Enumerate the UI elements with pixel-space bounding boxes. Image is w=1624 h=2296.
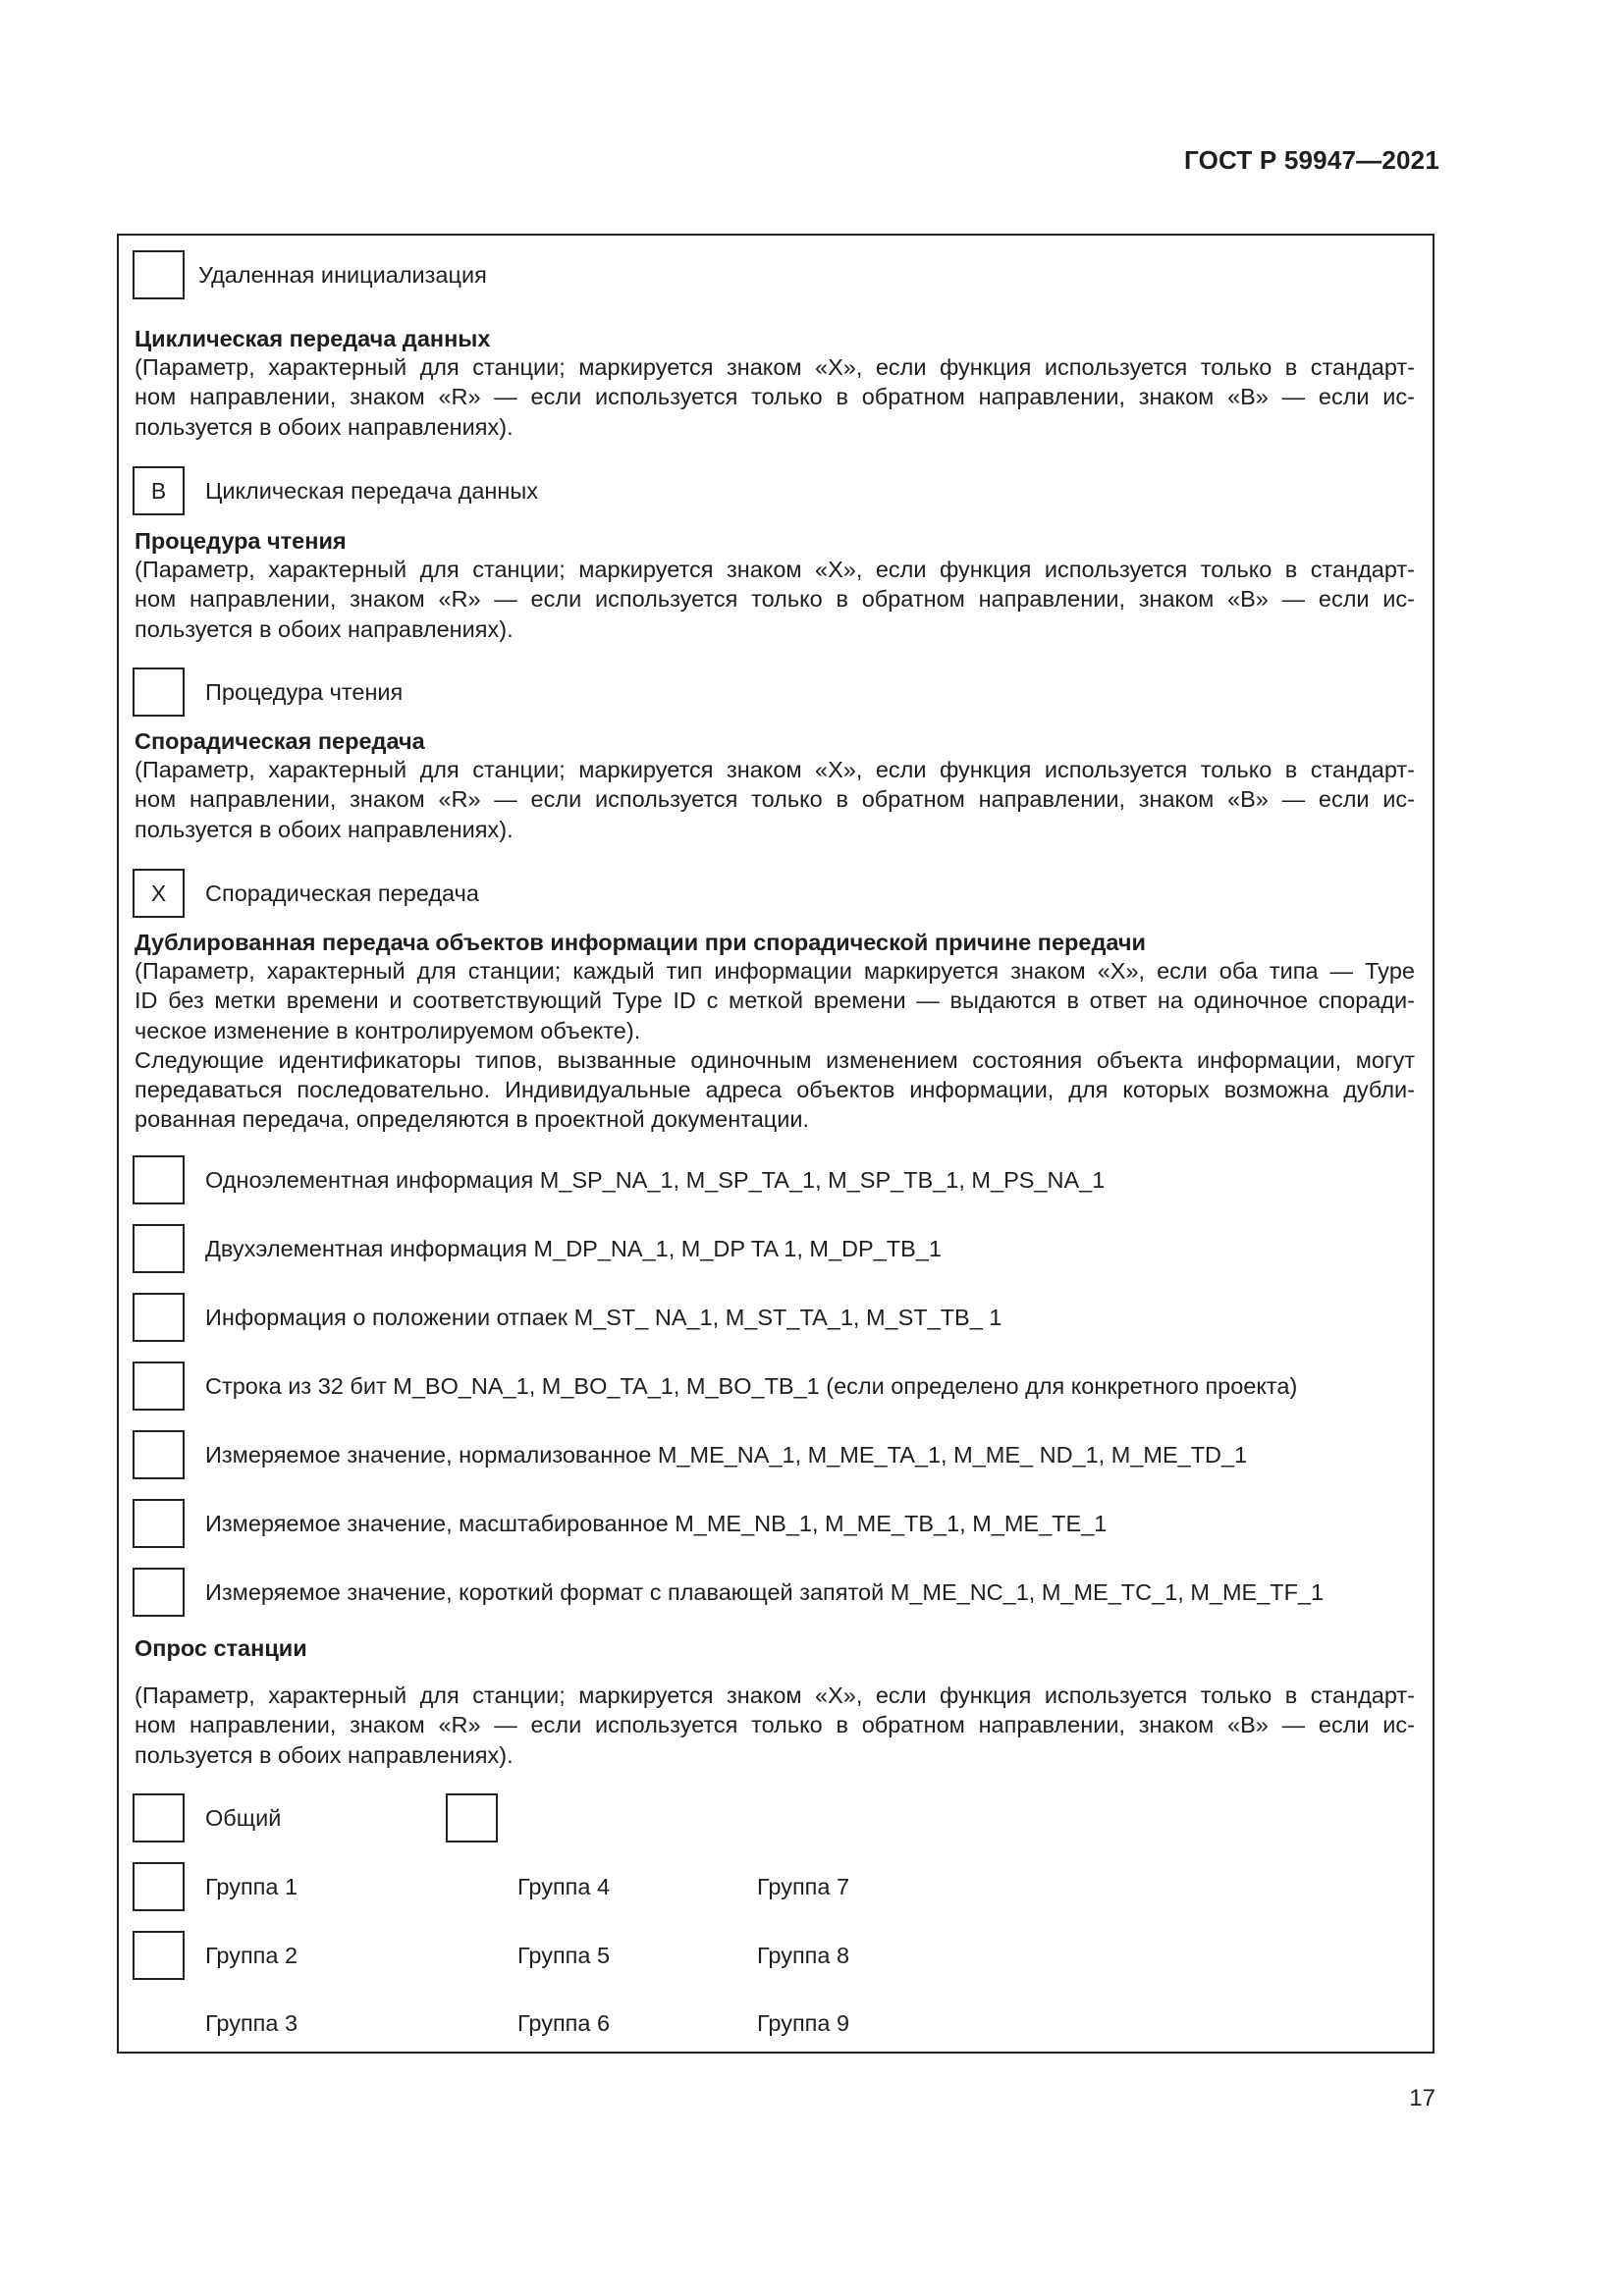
group-label: Группа 8 bbox=[757, 1943, 850, 1968]
interrogation-description bbox=[135, 1681, 1415, 1770]
desc-line: пользуется в обоих направлениях). bbox=[135, 816, 514, 842]
cyclic-label: Циклическая передача данных bbox=[205, 478, 538, 504]
general-interrogation-label: Общий bbox=[205, 1805, 282, 1831]
general-interrogation-checkbox[interactable] bbox=[133, 1793, 185, 1842]
desc-line: (Параметр, характерный для станции; маркируется знаком «X», если функция используется только в стандарт- bbox=[135, 757, 1415, 782]
sporadic-description bbox=[135, 755, 1415, 844]
group-checkbox[interactable] bbox=[133, 1931, 185, 1980]
read-description bbox=[135, 555, 1415, 644]
group-checkbox[interactable] bbox=[133, 1862, 185, 1911]
desc-line: передаваться последовательно. Индивидуальные адреса объектов информации, для которых возможна дубли- bbox=[135, 1077, 1415, 1103]
type-id-checkbox[interactable] bbox=[133, 1293, 185, 1342]
type-id-checkbox[interactable] bbox=[133, 1499, 185, 1548]
desc-line: пользуется в обоих направлениях). bbox=[135, 1741, 514, 1768]
desc-line: пользуется в обоих направлениях). bbox=[135, 615, 514, 642]
desc-line: ческое изменение в контролируемом объекте). bbox=[135, 1017, 641, 1043]
remote-init-checkbox[interactable] bbox=[133, 250, 185, 299]
read-checkbox[interactable] bbox=[133, 667, 185, 717]
desc-line: (Параметр, характерный для станции; маркируется знаком «X», если функция используется только в стандарт- bbox=[135, 354, 1415, 380]
group-label: Группа 5 bbox=[517, 1943, 611, 1968]
interrogation-title: Опрос станции bbox=[135, 1635, 307, 1661]
sporadic-label: Спорадическая передача bbox=[205, 881, 479, 906]
group-label: Группа 2 bbox=[205, 1943, 298, 1968]
cyclic-checkbox[interactable]: B bbox=[133, 466, 185, 515]
duplicated-description bbox=[135, 956, 1415, 1135]
type-id-label: Измеряемое значение, короткий формат с плавающей запятой M_ME_NC_1, M_ME_TC_1, M_ME_TF_1 bbox=[205, 1579, 1325, 1605]
desc-line: ID без метки времени и соответствующий Type ID с меткой времени — выдаются в ответ на одиночное споради- bbox=[135, 988, 1415, 1014]
group-label: Группа 4 bbox=[517, 1874, 611, 1899]
type-id-label: Измеряемое значение, масштабированное M_ME_NB_1, M_ME_TB_1, M_ME_TE_1 bbox=[205, 1511, 1108, 1536]
desc-line: рованная передача, определяются в проектной документации. bbox=[135, 1106, 810, 1133]
read-title: Процедура чтения bbox=[135, 528, 347, 554]
desc-line: ном направлении, знаком «R» — если используется только в обратном направлении, знаком «B» — если ис- bbox=[135, 786, 1415, 813]
sporadic-title: Спорадическая передача bbox=[135, 728, 425, 754]
type-id-checkbox[interactable] bbox=[133, 1568, 185, 1617]
desc-line: Следующие идентификаторы типов, вызванные одиночным изменением состояния объекта информации, могут bbox=[135, 1046, 1415, 1073]
type-id-checkbox[interactable] bbox=[133, 1155, 185, 1204]
group-label: Группа 1 bbox=[205, 1874, 298, 1899]
type-id-label: Измеряемое значение, нормализованное M_ME_NA_1, M_ME_TA_1, M_ME_ ND_1, M_ME_TD_1 bbox=[205, 1442, 1248, 1468]
desc-line: ном направлении, знаком «R» — если используется только в обратном направлении, знаком «B» — если ис- bbox=[135, 384, 1415, 410]
desc-line: (Параметр, характерный для станции; маркируется знаком «X», если функция используется только в стандарт- bbox=[135, 557, 1415, 582]
sporadic-checkbox[interactable]: X bbox=[133, 869, 185, 918]
blank-checkbox[interactable] bbox=[446, 1793, 498, 1842]
desc-line: ном направлении, знаком «R» — если используется только в обратном направлении, знаком «B» — если ис- bbox=[135, 586, 1415, 613]
group-label: Группа 3 bbox=[205, 2010, 298, 2036]
cyclic-description bbox=[135, 352, 1415, 442]
desc-line: (Параметр, характерный для станции; маркируется знаком «X», если функция используется только в стандарт- bbox=[135, 1682, 1415, 1708]
type-id-checkbox[interactable] bbox=[133, 1430, 185, 1479]
group-label: Группа 6 bbox=[517, 2010, 611, 2036]
desc-line: (Параметр, характерный для станции; каждый тип информации маркируется знаком «X», если оба типа — Type bbox=[135, 958, 1415, 984]
type-id-label: Строка из 32 бит M_BO_NA_1, M_BO_TA_1, M_BO_TB_1 (если определено для конкретного проекта) bbox=[205, 1373, 1298, 1399]
read-label: Процедура чтения bbox=[205, 679, 404, 705]
page-number: 17 bbox=[1409, 2085, 1435, 2111]
group-label: Группа 9 bbox=[757, 2010, 850, 2036]
document-id: ГОСТ Р 59947—2021 bbox=[1184, 145, 1439, 175]
form-frame bbox=[117, 234, 1435, 2054]
type-id-label: Информация о положении отпаек M_ST_ NA_1, M_ST_TA_1, M_ST_TB_ 1 bbox=[205, 1305, 1002, 1330]
desc-line: ном направлении, знаком «R» — если используется только в обратном направлении, знаком «B» — если ис- bbox=[135, 1712, 1415, 1738]
duplicated-title: Дублированная передача объектов информации при спорадической причине передачи bbox=[135, 930, 1146, 955]
type-id-checkbox[interactable] bbox=[133, 1362, 185, 1411]
desc-line: пользуется в обоих направлениях). bbox=[135, 413, 514, 440]
group-label: Группа 7 bbox=[757, 1874, 850, 1899]
cyclic-title: Циклическая передача данных bbox=[135, 326, 491, 351]
remote-init-label: Удаленная инициализация bbox=[198, 262, 487, 288]
type-id-label: Одноэлементная информация M_SP_NA_1, M_SP_TA_1, M_SP_TB_1, M_PS_NA_1 bbox=[205, 1167, 1106, 1193]
type-id-label: Двухэлементная информация M_DP_NA_1, M_DP TA 1, M_DP_TB_1 bbox=[205, 1236, 942, 1261]
type-id-checkbox[interactable] bbox=[133, 1224, 185, 1273]
